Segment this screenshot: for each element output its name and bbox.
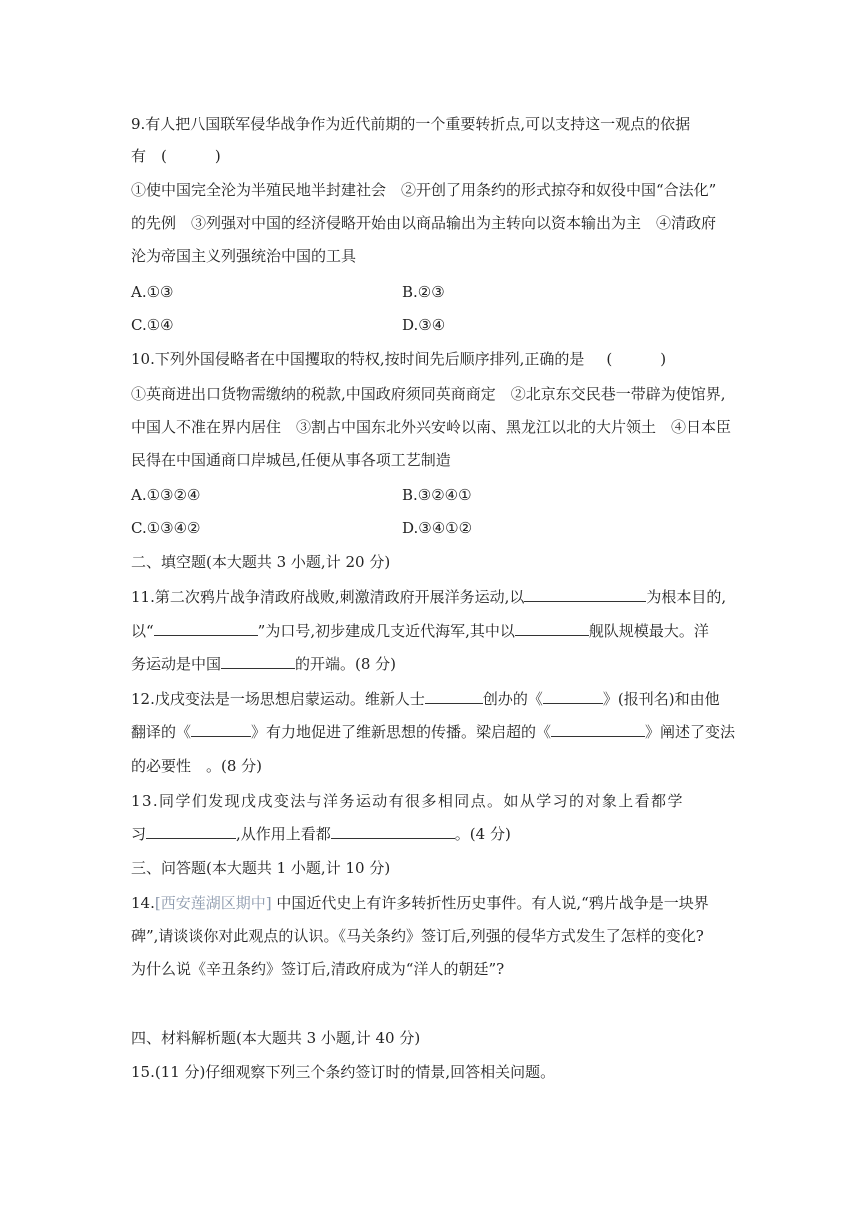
q13-line2 xyxy=(131,824,511,844)
q11-text: 务运动是中国 xyxy=(131,655,222,673)
q13-line1: 13.同学们发现戊戌变法与洋务运动有很多相同点。如从学习的对象上看都学 xyxy=(131,792,684,810)
q14-line2: 碑”,请谈谈你对此观点的认识。《马关条约》签订后,列强的侵华方式发生了怎样的变化? xyxy=(131,927,704,945)
section-heading-fill-in: 二、填空题(本大题共 3 小题,计 20 分) xyxy=(131,553,391,571)
answer-blank[interactable] xyxy=(425,689,483,704)
q9-option-a: A.①③ xyxy=(131,283,174,301)
q11-line3 xyxy=(131,654,396,674)
q9-option-b: B.②③ xyxy=(402,283,445,301)
q11-text: 以“ xyxy=(131,622,154,640)
q10-paren-open: ( xyxy=(606,350,613,368)
answer-blank[interactable] xyxy=(515,621,589,636)
q11-text: ”为口号,初步建成几支近代海军,其中以 xyxy=(257,622,515,640)
answer-blank[interactable] xyxy=(543,689,603,704)
q13-text: 习 xyxy=(131,825,147,843)
q12-text: 创办的《 xyxy=(482,690,543,708)
q10-option-c: C.①③④② xyxy=(131,519,201,537)
q9-stem-suffix: ) xyxy=(214,147,221,165)
q11-line2 xyxy=(131,621,709,641)
q14-line1 xyxy=(131,893,709,913)
q10-statements-line2: 中国人不准在界内居住 ③割占中国东北外兴安岭以南、黑龙江以北的大片领土 ④日本臣 xyxy=(131,418,732,436)
q9-stem-line2 xyxy=(131,146,221,166)
q9-option-d: D.③④ xyxy=(402,316,446,334)
answer-blank[interactable] xyxy=(191,722,251,737)
answer-blank[interactable] xyxy=(524,587,646,602)
q10-option-a: A.①③②④ xyxy=(131,486,201,504)
q9-statements-line3: 沦为帝国主义列强统治中国的工具 xyxy=(131,247,357,265)
q10-paren-close: ) xyxy=(660,350,667,368)
q12-text: 》阐述了变法 xyxy=(645,723,736,741)
q9-option-c: C.①④ xyxy=(131,316,174,334)
q10-statements-line3: 民得在中国通商口岸城邑,任便从事各项工艺制造 xyxy=(131,451,451,469)
q14-text: 中国近代史上有许多转折性历史事件。有人说,“鸦片战争是一块界 xyxy=(271,894,709,912)
q9-statements-line2: 的先例 ③列强对中国的经济侵略开始由以商品输出为主转向以资本输出为主 ④清政府 xyxy=(131,214,717,232)
answer-blank[interactable] xyxy=(146,824,236,839)
section-heading-short-answer: 三、问答题(本大题共 1 小题,计 10 分) xyxy=(131,859,391,877)
q12-line2 xyxy=(131,722,735,742)
q13-text: ,从作用上看都 xyxy=(236,825,331,843)
q11-text: 11.第二次鸦片战争清政府战败,刺激清政府开展洋务运动,以 xyxy=(131,588,525,606)
q11-line1 xyxy=(131,587,726,607)
q12-text: 》(报刊名)和由他 xyxy=(602,690,720,708)
q12-text: 》有力地促进了维新思想的传播。梁启超的《 xyxy=(251,723,552,741)
q9-stem-line1: 9.有人把八国联军侵华战争作为近代前期的一个重要转折点,可以支持这一观点的依据 xyxy=(131,115,691,133)
q12-line3: 的必要性 。(8 分) xyxy=(131,757,263,775)
q10-statements-line1: ①英商进出口货物需缴纳的税款,中国政府须同英商商定 ②北京东交民巷一带辟为使馆界, xyxy=(131,385,726,403)
q11-text: 舰队规模最大。洋 xyxy=(588,622,709,640)
section-heading-material-analysis: 四、材料解析题(本大题共 3 小题,计 40 分) xyxy=(131,1029,421,1047)
q13-text: 。(4 分) xyxy=(454,825,511,843)
answer-blank[interactable] xyxy=(551,722,645,737)
q9-stem-prefix: 有 ( xyxy=(131,147,167,165)
q10-option-b: B.③②④① xyxy=(402,486,472,504)
q10-stem xyxy=(131,349,666,369)
q11-text: 的开端。(8 分) xyxy=(295,655,397,673)
answer-blank[interactable] xyxy=(221,654,295,669)
q10-stem-text: 10.下列外国侵略者在中国攫取的特权,按时间先后顺序排列,正确的是 xyxy=(131,350,585,368)
q11-text: 为根本目的, xyxy=(646,588,727,606)
answer-blank[interactable] xyxy=(331,824,455,839)
q12-text: 翻译的《 xyxy=(131,723,192,741)
q14-source-tag: [西安莲湖区期中] xyxy=(154,894,272,912)
q12-line1 xyxy=(131,689,720,709)
q9-statements-line1: ①使中国完全沦为半殖民地半封建社会 ②开创了用条约的形式掠夺和奴役中国“合法化” xyxy=(131,181,717,199)
answer-blank[interactable] xyxy=(154,621,258,636)
q15-stem: 15.(11 分)仔细观察下列三个条约签订时的情景,回答相关问题。 xyxy=(131,1063,556,1081)
q14-line3: 为什么说《辛丑条约》签订后,清政府成为“洋人的朝廷”? xyxy=(131,960,505,978)
q14-number: 14. xyxy=(131,894,155,912)
q12-text: 12.戊戌变法是一场思想启蒙运动。维新人士 xyxy=(131,690,425,708)
q10-option-d: D.③④①② xyxy=(402,519,473,537)
